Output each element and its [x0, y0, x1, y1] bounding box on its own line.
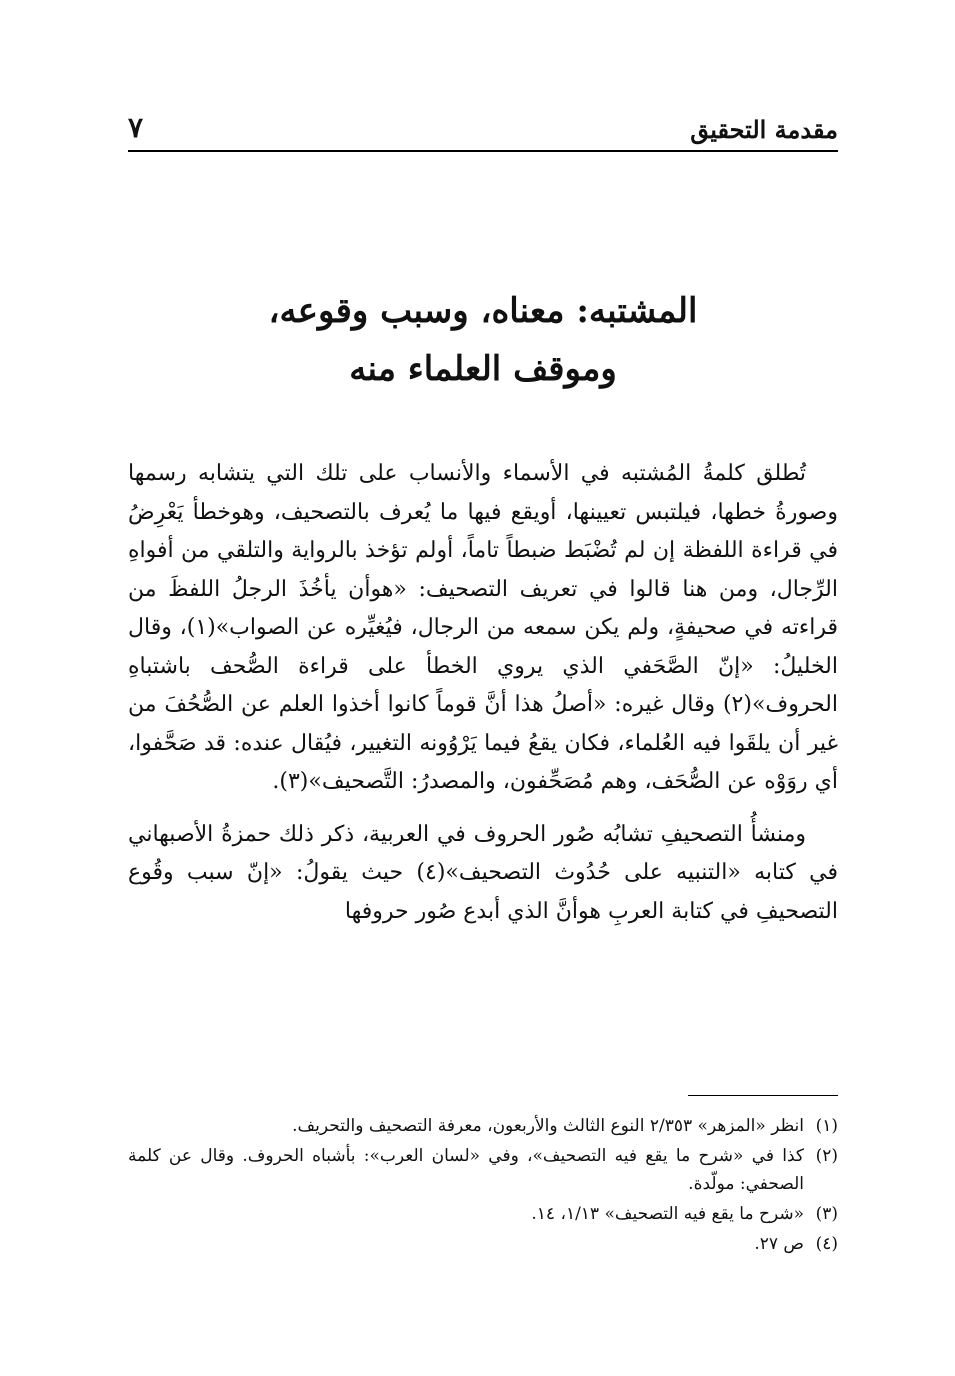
footnote — [128, 1142, 838, 1198]
footnote-divider — [688, 1095, 838, 1096]
footnote-number: (٢) — [815, 1146, 838, 1166]
footnote-number: (٤) — [815, 1234, 838, 1254]
footnote-text: كذا في «شرح ما يقع فيه التصحيف»، وفي «لسان العرب»: بأشباه الحروف. وقال عن كلمة الصحفي: مولّدة. — [128, 1146, 804, 1194]
header-title: مقدمة التحقيق — [690, 115, 838, 144]
running-header — [128, 100, 838, 152]
footnote — [128, 1112, 838, 1140]
footnote — [128, 1230, 838, 1258]
paragraph: ومنشأُ التصحيفِ تشابُه صُور الحروف في العربية، ذكر ذلك حمزةُ الأصبهاني في كتابه «التنبيه على حُدُوث التصحيف»(٤) حيث يقولُ: «إنّ سبب وقُوع التصحيفِ في كتابة العربِ هوأنَّ الذي أبدع صُور حروفها — [128, 821, 838, 924]
footnote-text: «شرح ما يقع فيه التصحيف» ١/١٣، ١٤. — [531, 1204, 804, 1224]
footnotes — [128, 1095, 838, 1260]
paragraph: تُطلق كلمةُ المُشتبه في الأسماء والأنساب على تلك التي يتشابه رسمها وصورةُ خطها، فيلتبس تعيينها، أويقع فيها ما يُعرف بالتصحيف، وهوخطأ يَعْرِضُ في قراءة اللفظة إن لم تُضْبَط ضبطاً تاماً، أولم تؤخذ بالرواية والتلقي من أفواهِ الرِّجال، ومن هنا قالوا في تعريف التصحيف: «هوأن يأخُذَ الرجلُ اللفظَ من قراءته في صحيفةٍ، ولم يكن سمعه من الرجال، فيُغيِّره عن الصواب»(١)، وقال الخليلُ: «إنّ الصَّحَفي الذي يروي الخطأ على قراءة الصُّحف باشتباهِ الحروف»(٢) وقال غيره: «أصلُ هذا أنَّ قوماً كانوا أخذوا العلم عن الصُّحُفَ من غير أن يلقَوا فيه العُلماء، فكان يقعُ فيما يَرْوُونه التغيير، فيُقال عنده: قد صَحَّفوا، أي روَوْه عن الصُّحَف، وهم مُصَحِّفون، والمصدرُ: التَّصحيف»(٣). — [128, 461, 838, 794]
section-heading-line-1: المشتبه: معناه، وسبب وقوعه، — [268, 291, 698, 331]
page-number: ٧ — [128, 111, 144, 144]
footnote-text: ص ٢٧. — [754, 1234, 804, 1254]
section-heading-line-2: وموقف العلماء منه — [349, 349, 617, 389]
footnote-number: (٣) — [815, 1204, 838, 1224]
footnote — [128, 1200, 838, 1228]
footnote-number: (١) — [815, 1116, 838, 1136]
section-heading — [128, 282, 838, 398]
body-text — [128, 455, 838, 945]
footnote-text: انظر «المزهر» ٢/٣٥٣ النوع الثالث والأربعون، معرفة التصحيف والتحريف. — [292, 1116, 804, 1136]
